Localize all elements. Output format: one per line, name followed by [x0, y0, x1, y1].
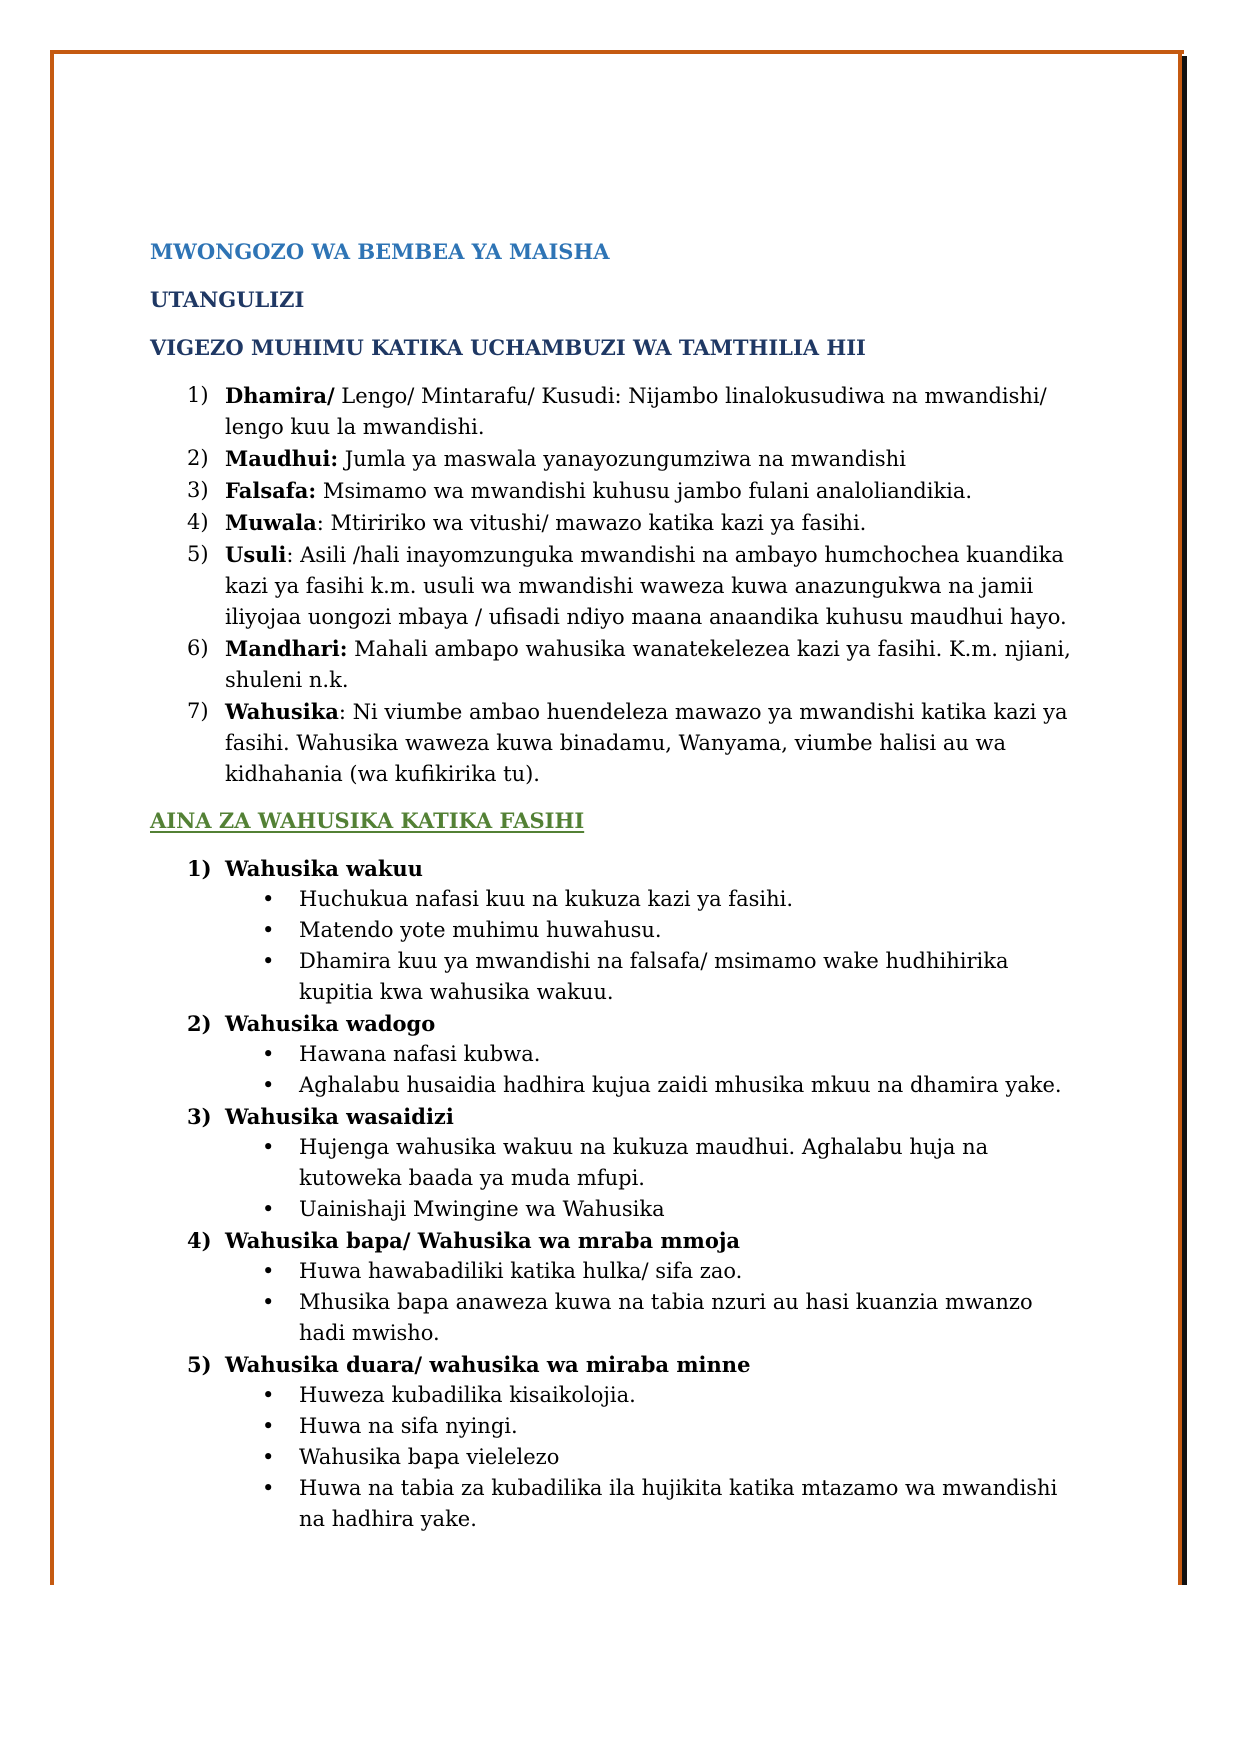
- bullet-point: [262, 1380, 1090, 1411]
- criteria-item: [187, 539, 1090, 633]
- type-number: 5): [187, 1352, 212, 1377]
- type-points: [225, 884, 1090, 1008]
- bullet-icon: •: [262, 1259, 275, 1283]
- character-type-item: [187, 1101, 1090, 1225]
- item-text: Msimamo wa mwandishi kuhusu jambo fulani analoliandikia.: [316, 479, 973, 503]
- type-points: [225, 1256, 1090, 1349]
- bullet-point: [262, 1194, 1090, 1225]
- criteria-item: [187, 443, 1090, 475]
- criteria-item: [187, 696, 1090, 790]
- bullet-text: Matendo yote muhimu huwahusu.: [299, 918, 662, 942]
- type-number: 3): [187, 1104, 212, 1129]
- item-term: Falsafa:: [225, 478, 317, 503]
- section-heading-introduction: UTANGULIZI: [150, 287, 305, 312]
- bullet-icon: •: [262, 1445, 275, 1469]
- item-text: : Asili /hali inayomzunguka mwandishi na ambayo humchochea kuandika kazi ya fasihi k.m. usuli wa mwandishi waweza kuwa anazungukwa na jamii iliyojaa uongozi mbaya / ufisadi ndiyo maana anaandika kuhusu maudhui hayo.: [225, 543, 1067, 629]
- criteria-list: [150, 380, 1090, 790]
- item-term: Mandhari:: [225, 636, 348, 661]
- character-type-item: [187, 1008, 1090, 1101]
- bullet-icon: •: [262, 1383, 275, 1407]
- type-number: 4): [187, 1228, 212, 1253]
- bullet-text: Wahusika bapa vielelezo: [299, 1445, 560, 1469]
- type-title: Wahusika wasaidizi: [225, 1104, 454, 1129]
- section-heading-criteria: VIGEZO MUHIMU KATIKA UCHAMBUZI WA TAMTHILIA HII: [150, 335, 866, 360]
- item-term: Maudhui:: [225, 446, 339, 471]
- page-border-top: [52, 50, 1184, 54]
- item-term: Dhamira/: [225, 383, 335, 408]
- bullet-text: Mhusika bapa anaweza kuwa na tabia nzuri au hasi kuanzia mwanzo hadi mwisho.: [299, 1290, 1033, 1345]
- item-text: Jumla ya maswala yanayozungumziwa na mwandishi: [338, 447, 906, 471]
- bullet-point: [262, 946, 1090, 1008]
- type-title: Wahusika wadogo: [225, 1011, 436, 1036]
- item-number: 7): [187, 699, 209, 723]
- bullet-icon: •: [262, 1197, 275, 1221]
- bullet-icon: •: [262, 1290, 275, 1314]
- item-term: Muwala: [225, 510, 317, 535]
- item-text: : Mtiririko wa vitushi/ mawazo katika kazi ya fasihi.: [316, 511, 867, 535]
- bullet-point: [262, 884, 1090, 915]
- type-points: [225, 1380, 1090, 1535]
- bullet-icon: •: [262, 1042, 275, 1066]
- bullet-point: [262, 1132, 1090, 1194]
- bullet-text: Hawana nafasi kubwa.: [299, 1042, 541, 1066]
- criteria-item: [187, 475, 1090, 507]
- page-border-shadow: [1182, 56, 1187, 1585]
- criteria-item: [187, 633, 1090, 696]
- bullet-text: Hujenga wahusika wakuu na kukuza maudhui. Aghalabu huja na kutoweka baada ya muda mfupi.: [299, 1135, 989, 1190]
- type-title: Wahusika wakuu: [225, 856, 423, 881]
- document-body: [150, 236, 1090, 1535]
- bullet-point: [262, 1256, 1090, 1287]
- bullet-point: [262, 1473, 1090, 1535]
- bullet-icon: •: [262, 949, 275, 973]
- bullet-text: Huwa na tabia za kubadilika ila hujikita katika mtazamo wa mwandishi na hadhira yake.: [299, 1476, 1058, 1531]
- bullet-point: [262, 1070, 1090, 1101]
- criteria-item: [187, 380, 1090, 443]
- bullet-icon: •: [262, 918, 275, 942]
- type-points: [225, 1039, 1090, 1101]
- item-number: 1): [187, 383, 209, 407]
- item-number: 4): [187, 510, 209, 534]
- bullet-text: Huweza kubadilika kisaikolojia.: [299, 1383, 636, 1407]
- bullet-text: Uainishaji Mwingine wa Wahusika: [299, 1197, 665, 1221]
- item-term: Usuli: [225, 542, 287, 567]
- type-points: [225, 1132, 1090, 1225]
- bullet-point: [262, 1039, 1090, 1070]
- bullet-text: Huchukua nafasi kuu na kukuza kazi ya fasihi.: [299, 887, 793, 911]
- item-text: Lengo/ Mintarafu/ Kusudi: Nijambo linalokusudiwa na mwandishi/ lengo kuu la mwandishi.: [225, 384, 1047, 439]
- bullet-point: [262, 1411, 1090, 1442]
- bullet-text: Huwa na sifa nyingi.: [299, 1414, 518, 1438]
- item-number: 5): [187, 542, 209, 566]
- item-text: Mahali ambapo wahusika wanatekelezea kazi ya fasihi. K.m. njiani, shuleni n.k.: [225, 637, 1071, 692]
- item-number: 3): [187, 478, 209, 502]
- bullet-point: [262, 1442, 1090, 1473]
- item-number: 2): [187, 446, 209, 470]
- bullet-icon: •: [262, 1135, 275, 1159]
- criteria-item: [187, 507, 1090, 539]
- item-term: Wahusika: [225, 699, 339, 724]
- type-number: 1): [187, 856, 212, 881]
- character-type-item: [187, 853, 1090, 1008]
- item-number: 6): [187, 636, 209, 660]
- item-text: : Ni viumbe ambao huendeleza mawazo ya mwandishi katika kazi ya fasihi. Wahusika waweza kuwa binadamu, Wanyama, viumbe halisi au wa kidhahania (wa kufikirika tu).: [225, 700, 1068, 786]
- document-title: MWONGOZO WA BEMBEA YA MAISHA: [150, 239, 610, 264]
- bullet-icon: •: [262, 1414, 275, 1438]
- bullet-icon: •: [262, 887, 275, 911]
- bullet-icon: •: [262, 1073, 275, 1097]
- bullet-text: Dhamira kuu ya mwandishi na falsafa/ msimamo wake hudhihirika kupitia kwa wahusika wakuu.: [299, 949, 1009, 1004]
- type-number: 2): [187, 1011, 212, 1036]
- page-border-left: [50, 50, 54, 1585]
- type-title: Wahusika duara/ wahusika wa miraba minne: [225, 1352, 751, 1377]
- character-type-item: [187, 1349, 1090, 1535]
- section-heading-character-types: AINA ZA WAHUSIKA KATIKA FASIHI: [150, 808, 585, 833]
- character-type-item: [187, 1225, 1090, 1349]
- bullet-point: [262, 915, 1090, 946]
- bullet-text: Huwa hawabadiliki katika hulka/ sifa zao.: [299, 1259, 743, 1283]
- bullet-icon: •: [262, 1476, 275, 1500]
- character-types-list: [150, 853, 1090, 1535]
- bullet-point: [262, 1287, 1090, 1349]
- type-title: Wahusika bapa/ Wahusika wa mraba mmoja: [225, 1228, 741, 1253]
- bullet-text: Aghalabu husaidia hadhira kujua zaidi mhusika mkuu na dhamira yake.: [299, 1073, 1062, 1097]
